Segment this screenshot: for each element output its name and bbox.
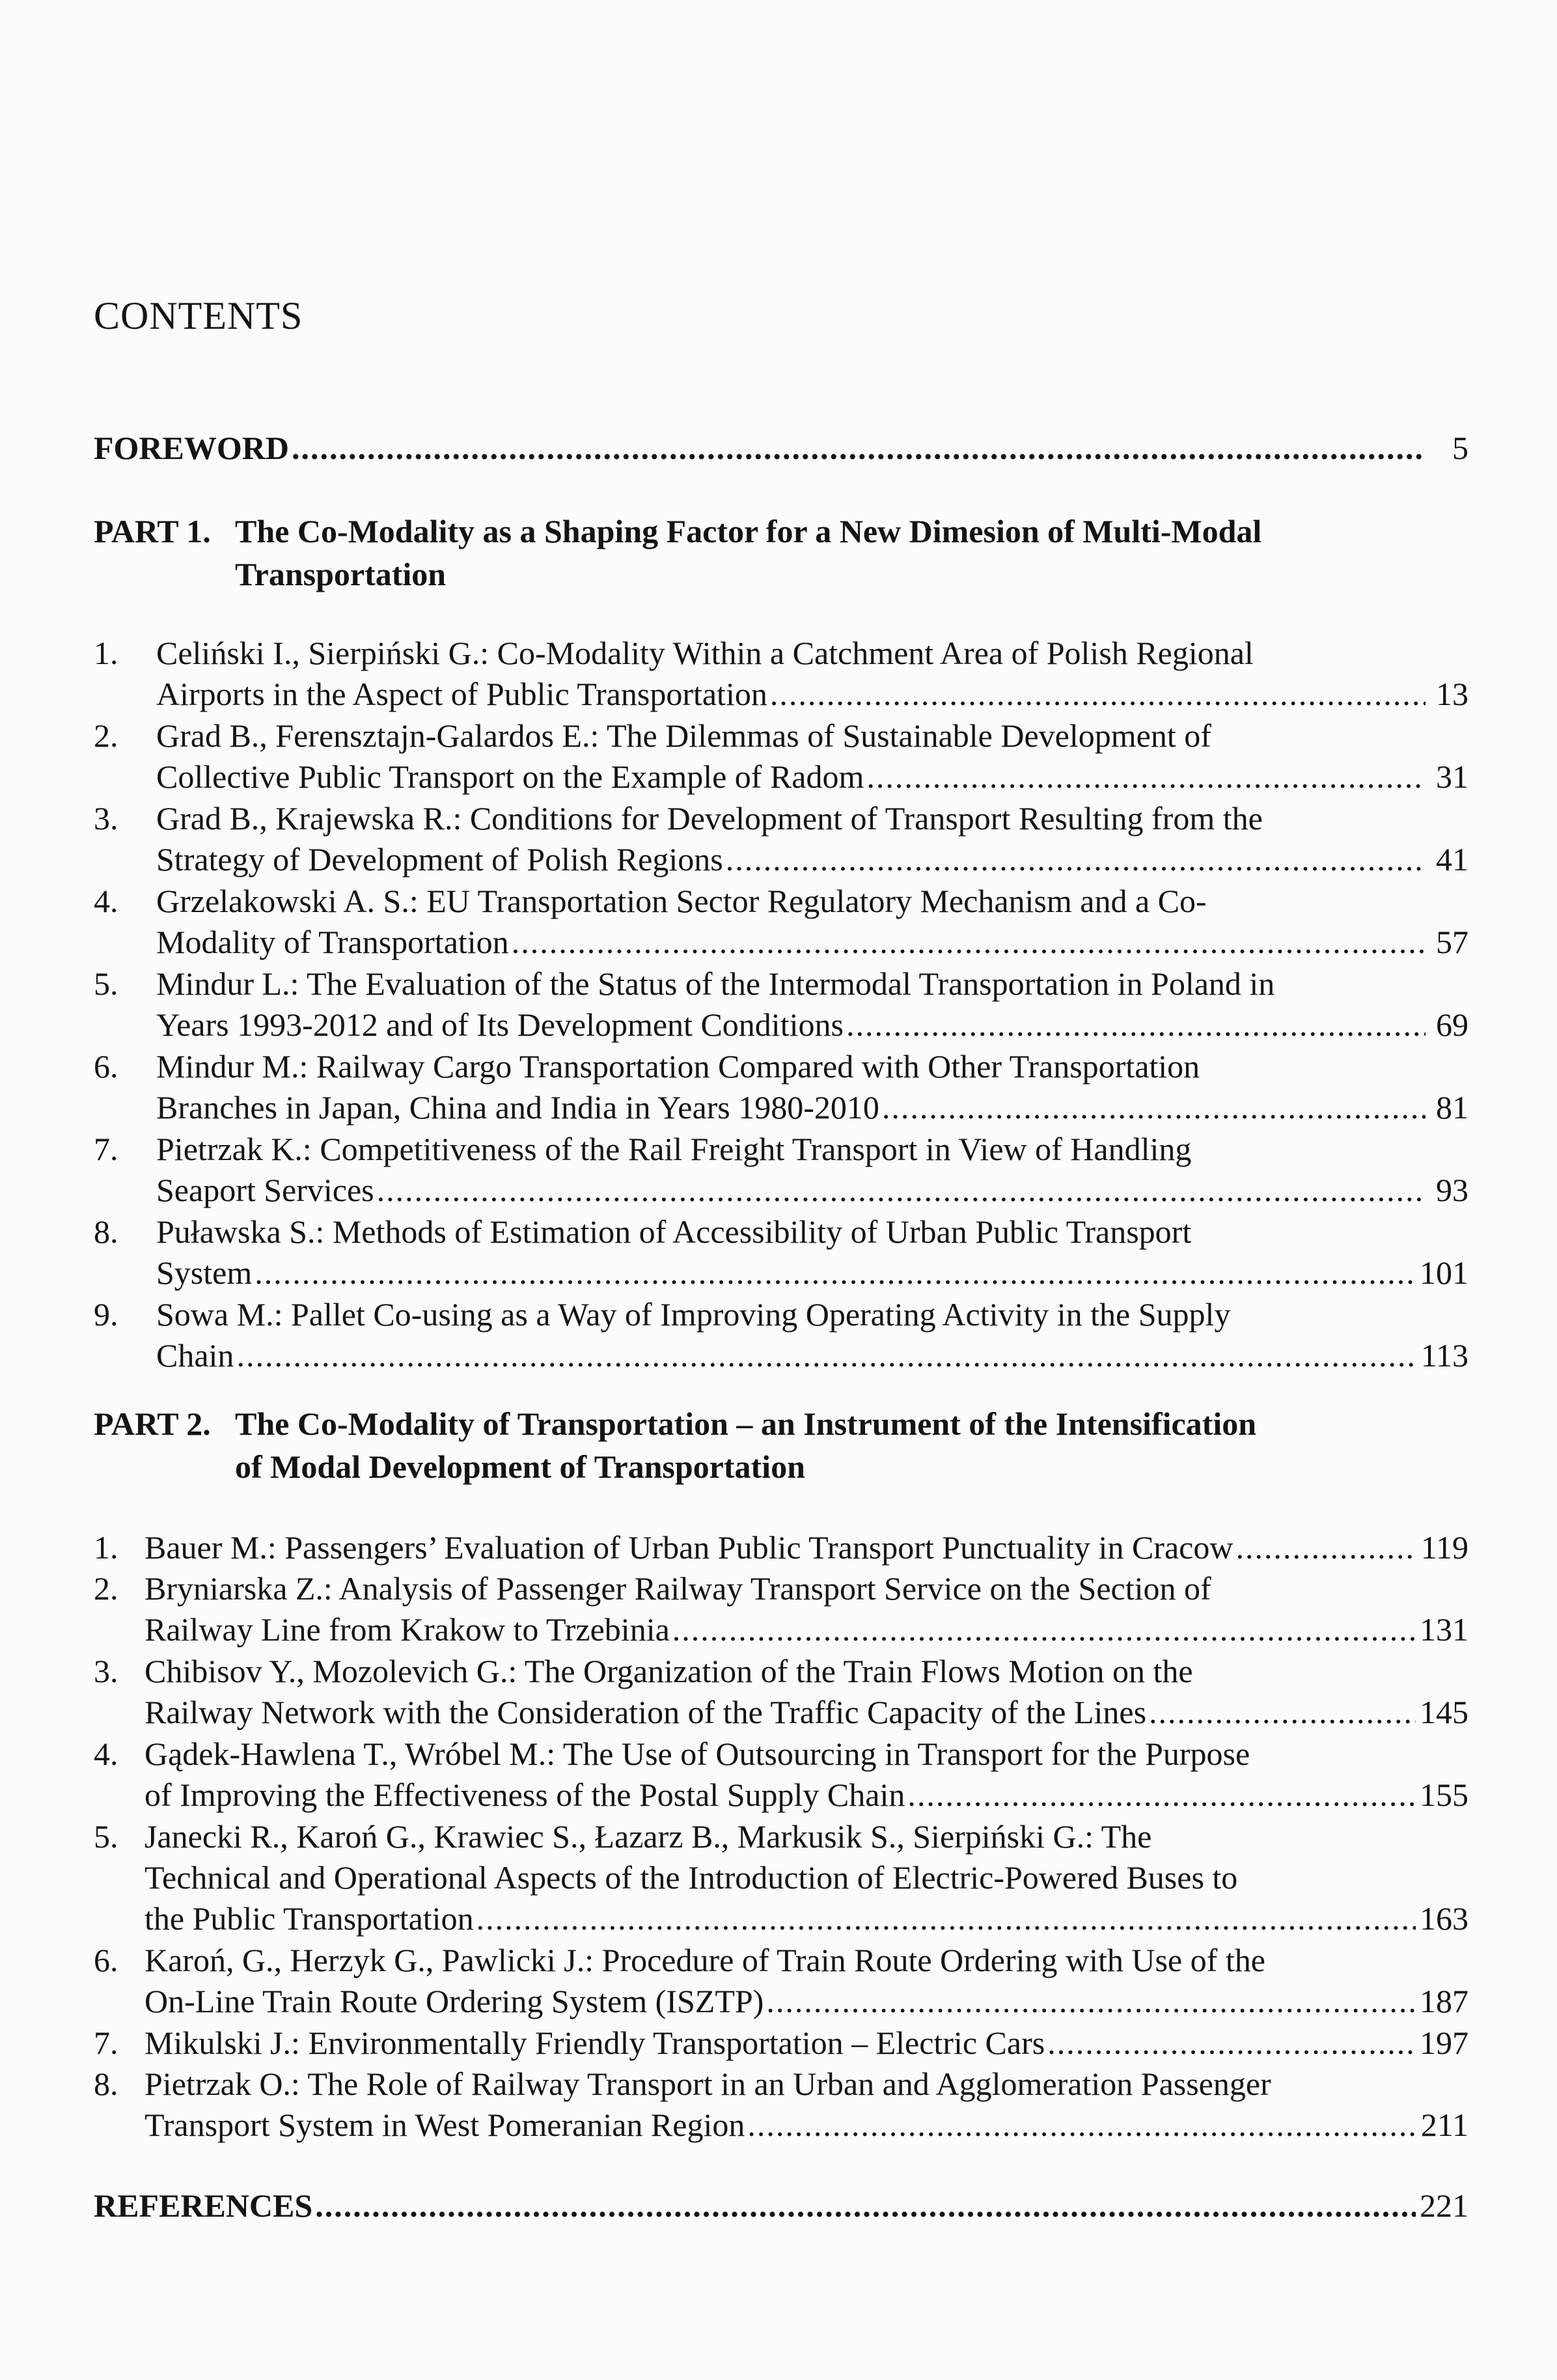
leader-dots: [766, 1980, 1416, 2023]
entry-page: 69: [1436, 1006, 1468, 1043]
entry-number: 7.: [94, 1131, 118, 1167]
part2-label: PART 2.: [94, 1405, 211, 1442]
leader-dots: [907, 1773, 1416, 1816]
leader-dots: [255, 1251, 1416, 1294]
entry-title-line: Pietrzak K.: Competitiveness of the Rail Freight Transport in View of Handling: [156, 1131, 1192, 1167]
toc-references[interactable]: [94, 2184, 1468, 2227]
entry-number: 6.: [94, 1942, 118, 1978]
entry-number: 4.: [94, 1736, 118, 1772]
entry-title-line: Chain: [156, 1337, 234, 1374]
leader-dots: [1047, 2021, 1416, 2064]
entry-title-line: Grad B., Ferensztajn-Galardos E.: The Dilemmas of Sustainable Development of: [156, 717, 1211, 754]
entry-page: 211: [1420, 2107, 1468, 2143]
entry-page: 113: [1420, 1337, 1468, 1374]
part1-title-line2: Transportation: [235, 556, 447, 592]
entry-number: 5.: [94, 965, 118, 1002]
entry-title-line: Years 1993-2012 and of Its Development Conditions: [156, 1006, 844, 1043]
entry-number: 3.: [94, 800, 118, 837]
entry-title-line: Karoń, G., Herzyk G., Pawlicki J.: Procedure of Train Route Ordering with Use of the: [145, 1942, 1265, 1978]
entry-page: 93: [1436, 1172, 1468, 1208]
entry-title-line: Gądek-Hawlena T., Wróbel M.: The Use of Outsourcing in Transport for the Purpose: [145, 1736, 1250, 1772]
entry-page: 131: [1420, 1611, 1468, 1648]
entry-title-line: Pietrzak O.: The Role of Railway Transport in an Urban and Agglomeration Passenger: [145, 2066, 1271, 2102]
leader-dots: [315, 2184, 1416, 2227]
entry-title-line: Strategy of Development of Polish Regions: [156, 841, 723, 878]
entry-title-line: Celiński I., Sierpiński G.: Co-Modality Within a Catchment Area of Polish Regional: [156, 635, 1254, 671]
entry-title-line: Railway Network with the Consideration of the Traffic Capacity of the Lines: [145, 1694, 1147, 1730]
entry-page: 163: [1420, 1900, 1468, 1937]
part1-label: PART 1.: [94, 513, 211, 549]
entry-page: 57: [1436, 924, 1468, 960]
leader-dots: [672, 1608, 1416, 1651]
entry-title-line: Collective Public Transport on the Example of Radom: [156, 758, 864, 795]
entry-page: 145: [1420, 1694, 1468, 1730]
entry-title-line: Bryniarska Z.: Analysis of Passenger Railway Transport Service on the Section of: [145, 1570, 1211, 1607]
leader-dots: [770, 672, 1426, 715]
leader-dots: [866, 755, 1426, 798]
entry-title-line: of Improving the Effectiveness of the Postal Supply Chain: [145, 1777, 905, 1813]
leader-dots: [476, 1897, 1416, 1940]
leader-dots: [377, 1169, 1426, 1211]
leader-dots: [512, 920, 1426, 963]
leader-dots: [882, 1086, 1426, 1129]
entry-page: 31: [1436, 758, 1468, 795]
entry-number: 9.: [94, 1296, 118, 1333]
entry-title-line: Janecki R., Karoń G., Krawiec S., Łazarz B., Markusik S., Sierpiński G.: The: [145, 1818, 1152, 1855]
entry-number: 4.: [94, 883, 118, 919]
leader-dots: [747, 2103, 1417, 2146]
entry-title-line: On-Line Train Route Ordering System (ISZTP): [145, 1983, 764, 2019]
entry-page: 187: [1420, 1983, 1468, 2019]
part2-title-line1: The Co-Modality of Transportation – an Instrument of the Intensification: [235, 1405, 1257, 1442]
leader-dots: [726, 838, 1426, 881]
entry-number: 6.: [94, 1048, 118, 1085]
part1-title-line1: The Co-Modality as a Shaping Factor for a New Dimesion of Multi-Modal: [235, 513, 1262, 549]
references-label: REFERENCES: [94, 2187, 313, 2224]
entry-title-line: Seaport Services: [156, 1172, 374, 1208]
entry-page: 101: [1420, 1254, 1468, 1291]
foreword-label: FOREWORD: [94, 430, 289, 466]
entry-number: 2.: [94, 717, 118, 754]
entry-title-line: Puławska S.: Methods of Estimation of Accessibility of Urban Public Transport: [156, 1213, 1192, 1250]
entry-number: 5.: [94, 1818, 118, 1855]
entry-page: 155: [1420, 1777, 1468, 1813]
entry-number: 2.: [94, 1570, 118, 1607]
foreword-page: 5: [1452, 430, 1468, 466]
entry-page: 197: [1420, 2025, 1468, 2061]
entry-title-line: the Public Transportation: [145, 1900, 474, 1937]
entry-title-line: Grad B., Krajewska R.: Conditions for Development of Transport Resulting from the: [156, 800, 1263, 837]
leader-dots: [846, 1003, 1426, 1046]
entry-number: 1.: [94, 1529, 118, 1566]
references-page: 221: [1420, 2187, 1468, 2224]
page-title: CONTENTS: [94, 294, 303, 337]
entry-title-line: Branches in Japan, China and India in Years 1980-2010: [156, 1089, 879, 1126]
entry-title-line: Chibisov Y., Mozolevich G.: The Organization of the Train Flows Motion on the: [145, 1653, 1193, 1689]
entry-number: 3.: [94, 1653, 118, 1689]
entry-title-line: Transport System in West Pomeranian Region: [145, 2107, 745, 2143]
entry-title-line: Airports in the Aspect of Public Transportation: [156, 676, 767, 712]
entry-title-line: Grzelakowski A. S.: EU Transportation Sector Regulatory Mechanism and a Co-: [156, 883, 1207, 919]
entry-page: 41: [1436, 841, 1468, 878]
entry-title-line: Mikulski J.: Environmentally Friendly Transportation – Electric Cars: [145, 2025, 1045, 2061]
entry-title-line: Mindur L.: The Evaluation of the Status of the Intermodal Transportation in Poland in: [156, 965, 1275, 1002]
entry-page: 13: [1436, 676, 1468, 712]
entry-title-line: Technical and Operational Aspects of the Introduction of Electric-Powered Buses to: [145, 1859, 1238, 1896]
entry-title-line: System: [156, 1254, 253, 1291]
entry-page: 81: [1436, 1089, 1468, 1126]
entry-title-line: Bauer M.: Passengers’ Evaluation of Urban Public Transport Punctuality in Cracow: [145, 1529, 1233, 1566]
leader-dots: [1149, 1691, 1416, 1734]
part2-title-line2: of Modal Development of Transportation: [235, 1448, 805, 1485]
leader-dots: [236, 1334, 1416, 1377]
entry-number: 8.: [94, 2066, 118, 2102]
entry-title-line: Railway Line from Krakow to Trzebinia: [145, 1611, 670, 1648]
entry-title-line: Sowa M.: Pallet Co-using as a Way of Improving Operating Activity in the Supply: [156, 1296, 1231, 1333]
entry-title-line: Mindur M.: Railway Cargo Transportation Compared with Other Transportation: [156, 1048, 1200, 1085]
entry-title-line: Modality of Transportation: [156, 924, 509, 960]
entry-page: 119: [1420, 1529, 1468, 1566]
entry-number: 8.: [94, 1213, 118, 1250]
entry-number: 1.: [94, 635, 118, 671]
leader-dots: [292, 426, 1426, 469]
toc-foreword[interactable]: [94, 426, 1468, 469]
leader-dots: [1235, 1526, 1416, 1569]
entry-number: 7.: [94, 2025, 118, 2061]
